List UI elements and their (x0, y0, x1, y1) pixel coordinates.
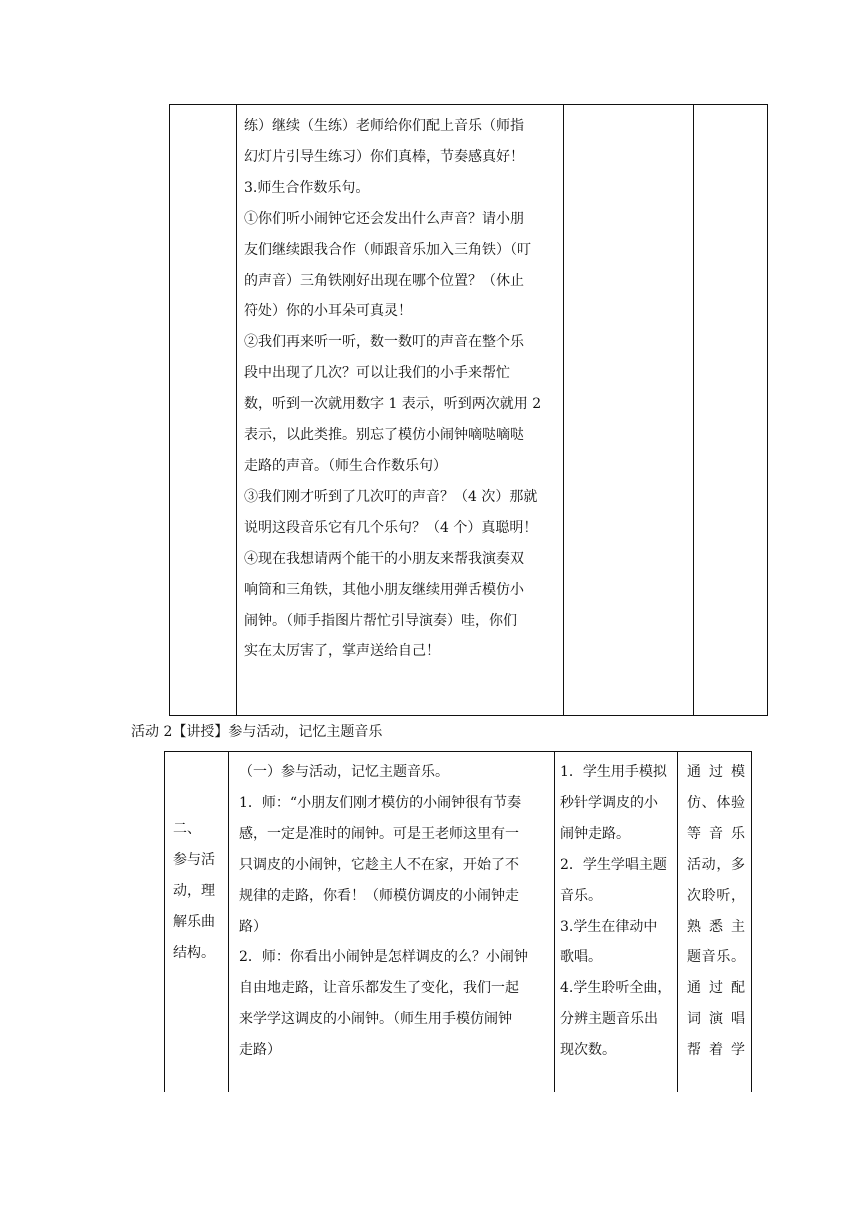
text-line: 感，一定是准时的闹钟。可是王老师这里有一 (239, 825, 519, 842)
text-line: 帮着学 (687, 1042, 745, 1059)
section-cell (165, 752, 229, 1092)
text-line: 3.师生合作数乐句。 (244, 179, 370, 196)
text-line: 闹钟。（师手指图片帮忙引导演奏）哇，你们 (244, 612, 517, 629)
text-line: 次聆听， (687, 887, 745, 904)
text-line: ④现在我想请两个能干的小朋友来帮我演奏双 (244, 550, 524, 567)
text-line: 的声音）三角铁刚好出现在哪个位置？（休止 (244, 272, 524, 289)
table-row (170, 105, 768, 716)
student-activity-cell (564, 105, 694, 716)
table-row (165, 752, 752, 1092)
text-line: 路） (239, 918, 267, 935)
text-line: 规律的走路，你看！（师模仿调皮的小闹钟走 (239, 887, 519, 904)
student-activity-text (555, 752, 674, 1066)
text-line: 自由地走路，让音乐都发生了变化，我们一起 (239, 980, 519, 997)
text-line: 说明这段音乐它有几个乐句？（4 个）真聪明！ (244, 519, 538, 536)
text-line: 走路的声音。（师生合作数乐句） (244, 457, 447, 474)
text-line: 来学学这调皮的小闹钟。（师生用手模仿闹钟 (239, 1011, 512, 1028)
text-line: 二、 (173, 821, 201, 837)
design-intent-cell (694, 105, 768, 716)
text-line: 结构。 (173, 944, 215, 961)
text-line: ①你们听小闹钟它还会发出什么声音？请小朋 (244, 210, 524, 227)
text-line: 4.学生聆听全曲， (560, 980, 672, 997)
lesson-table-continued (169, 104, 768, 716)
lesson-table-activity-2 (164, 751, 752, 1092)
text-line: 活动，多 (687, 856, 745, 873)
text-line: 表示，以此类推。别忘了模仿小闹钟嘀哒嘀哒 (244, 427, 524, 444)
text-line: 走路） (239, 1042, 281, 1059)
text-line: 段中出现了几次？可以让我们的小手来帮忙 (244, 365, 510, 382)
text-line: 熟悉主 (687, 918, 745, 935)
text-line: 友们继续跟我合作（师跟音乐加入三角铁）（叮 (244, 241, 531, 258)
text-line: 2．师：你看出小闹钟是怎样调皮的么？小闹钟 (239, 949, 528, 966)
text-line: （一）参与活动，记忆主题音乐。 (239, 764, 449, 780)
text-line: 实在太厉害了，掌声送给自己！ (244, 643, 440, 660)
text-line: 2．学生学唱主题 (560, 856, 667, 873)
text-line: 1．师：“小朋友们刚才模仿的小闹钟很有节奏 (239, 794, 522, 811)
text-line: 参与活 (173, 851, 215, 868)
teacher-activity-text (229, 752, 551, 1066)
text-line: 响筒和三角铁，其他小朋友继续用弹舌模仿小 (244, 581, 524, 598)
text-line: 分辨主题音乐出 (560, 1011, 658, 1028)
section-title-text (165, 752, 228, 969)
text-line: ②我们再来听一听，数一数叮的声音在整个乐 (244, 334, 524, 351)
text-line: 词演唱 (687, 1011, 745, 1028)
text-line: 数，听到一次就用数字 1 表示，听到两次就用 2 (244, 396, 542, 413)
text-line: 通过模 (687, 764, 745, 780)
text-line: 动，理 (173, 882, 215, 899)
text-line: ③我们刚才听到了几次叮的声音？（4 次）那就 (244, 488, 538, 505)
text-line: 通过配 (687, 980, 745, 997)
teacher-activity-cell (229, 752, 555, 1092)
text-line: 3.学生在律动中 (560, 918, 658, 935)
text-line: 歌唱。 (560, 949, 602, 966)
student-activity-cell (555, 752, 678, 1092)
text-line: 题音乐。 (687, 949, 745, 966)
teacher-activity-text (237, 105, 561, 667)
text-line: 1．学生用手模拟 (560, 764, 667, 780)
design-intent-cell (678, 752, 752, 1092)
teacher-activity-cell (237, 105, 564, 716)
text-line: 现次数。 (560, 1042, 616, 1059)
text-line: 只调皮的小闹钟，它趁主人不在家，开始了不 (239, 856, 519, 873)
text-line: 解乐曲 (173, 913, 215, 930)
text-line: 等音乐 (687, 825, 745, 842)
text-line: 练）继续（生练）老师给你们配上音乐（师指 (244, 118, 524, 134)
text-line: 仿、体验 (687, 794, 745, 811)
design-intent-text (678, 752, 745, 1066)
text-line: 闹钟走路。 (560, 825, 630, 842)
text-line: 音乐。 (560, 887, 602, 904)
text-line: 秒针学调皮的小 (560, 794, 658, 811)
activity-heading: 活动 2【讲授】参与活动，记忆主题音乐 (131, 724, 383, 740)
section-cell (170, 105, 237, 716)
text-line: 幻灯片引导生练习）你们真棒，节奏感真好！ (244, 148, 524, 165)
text-line: 符处）你的小耳朵可真灵！ (244, 303, 412, 320)
